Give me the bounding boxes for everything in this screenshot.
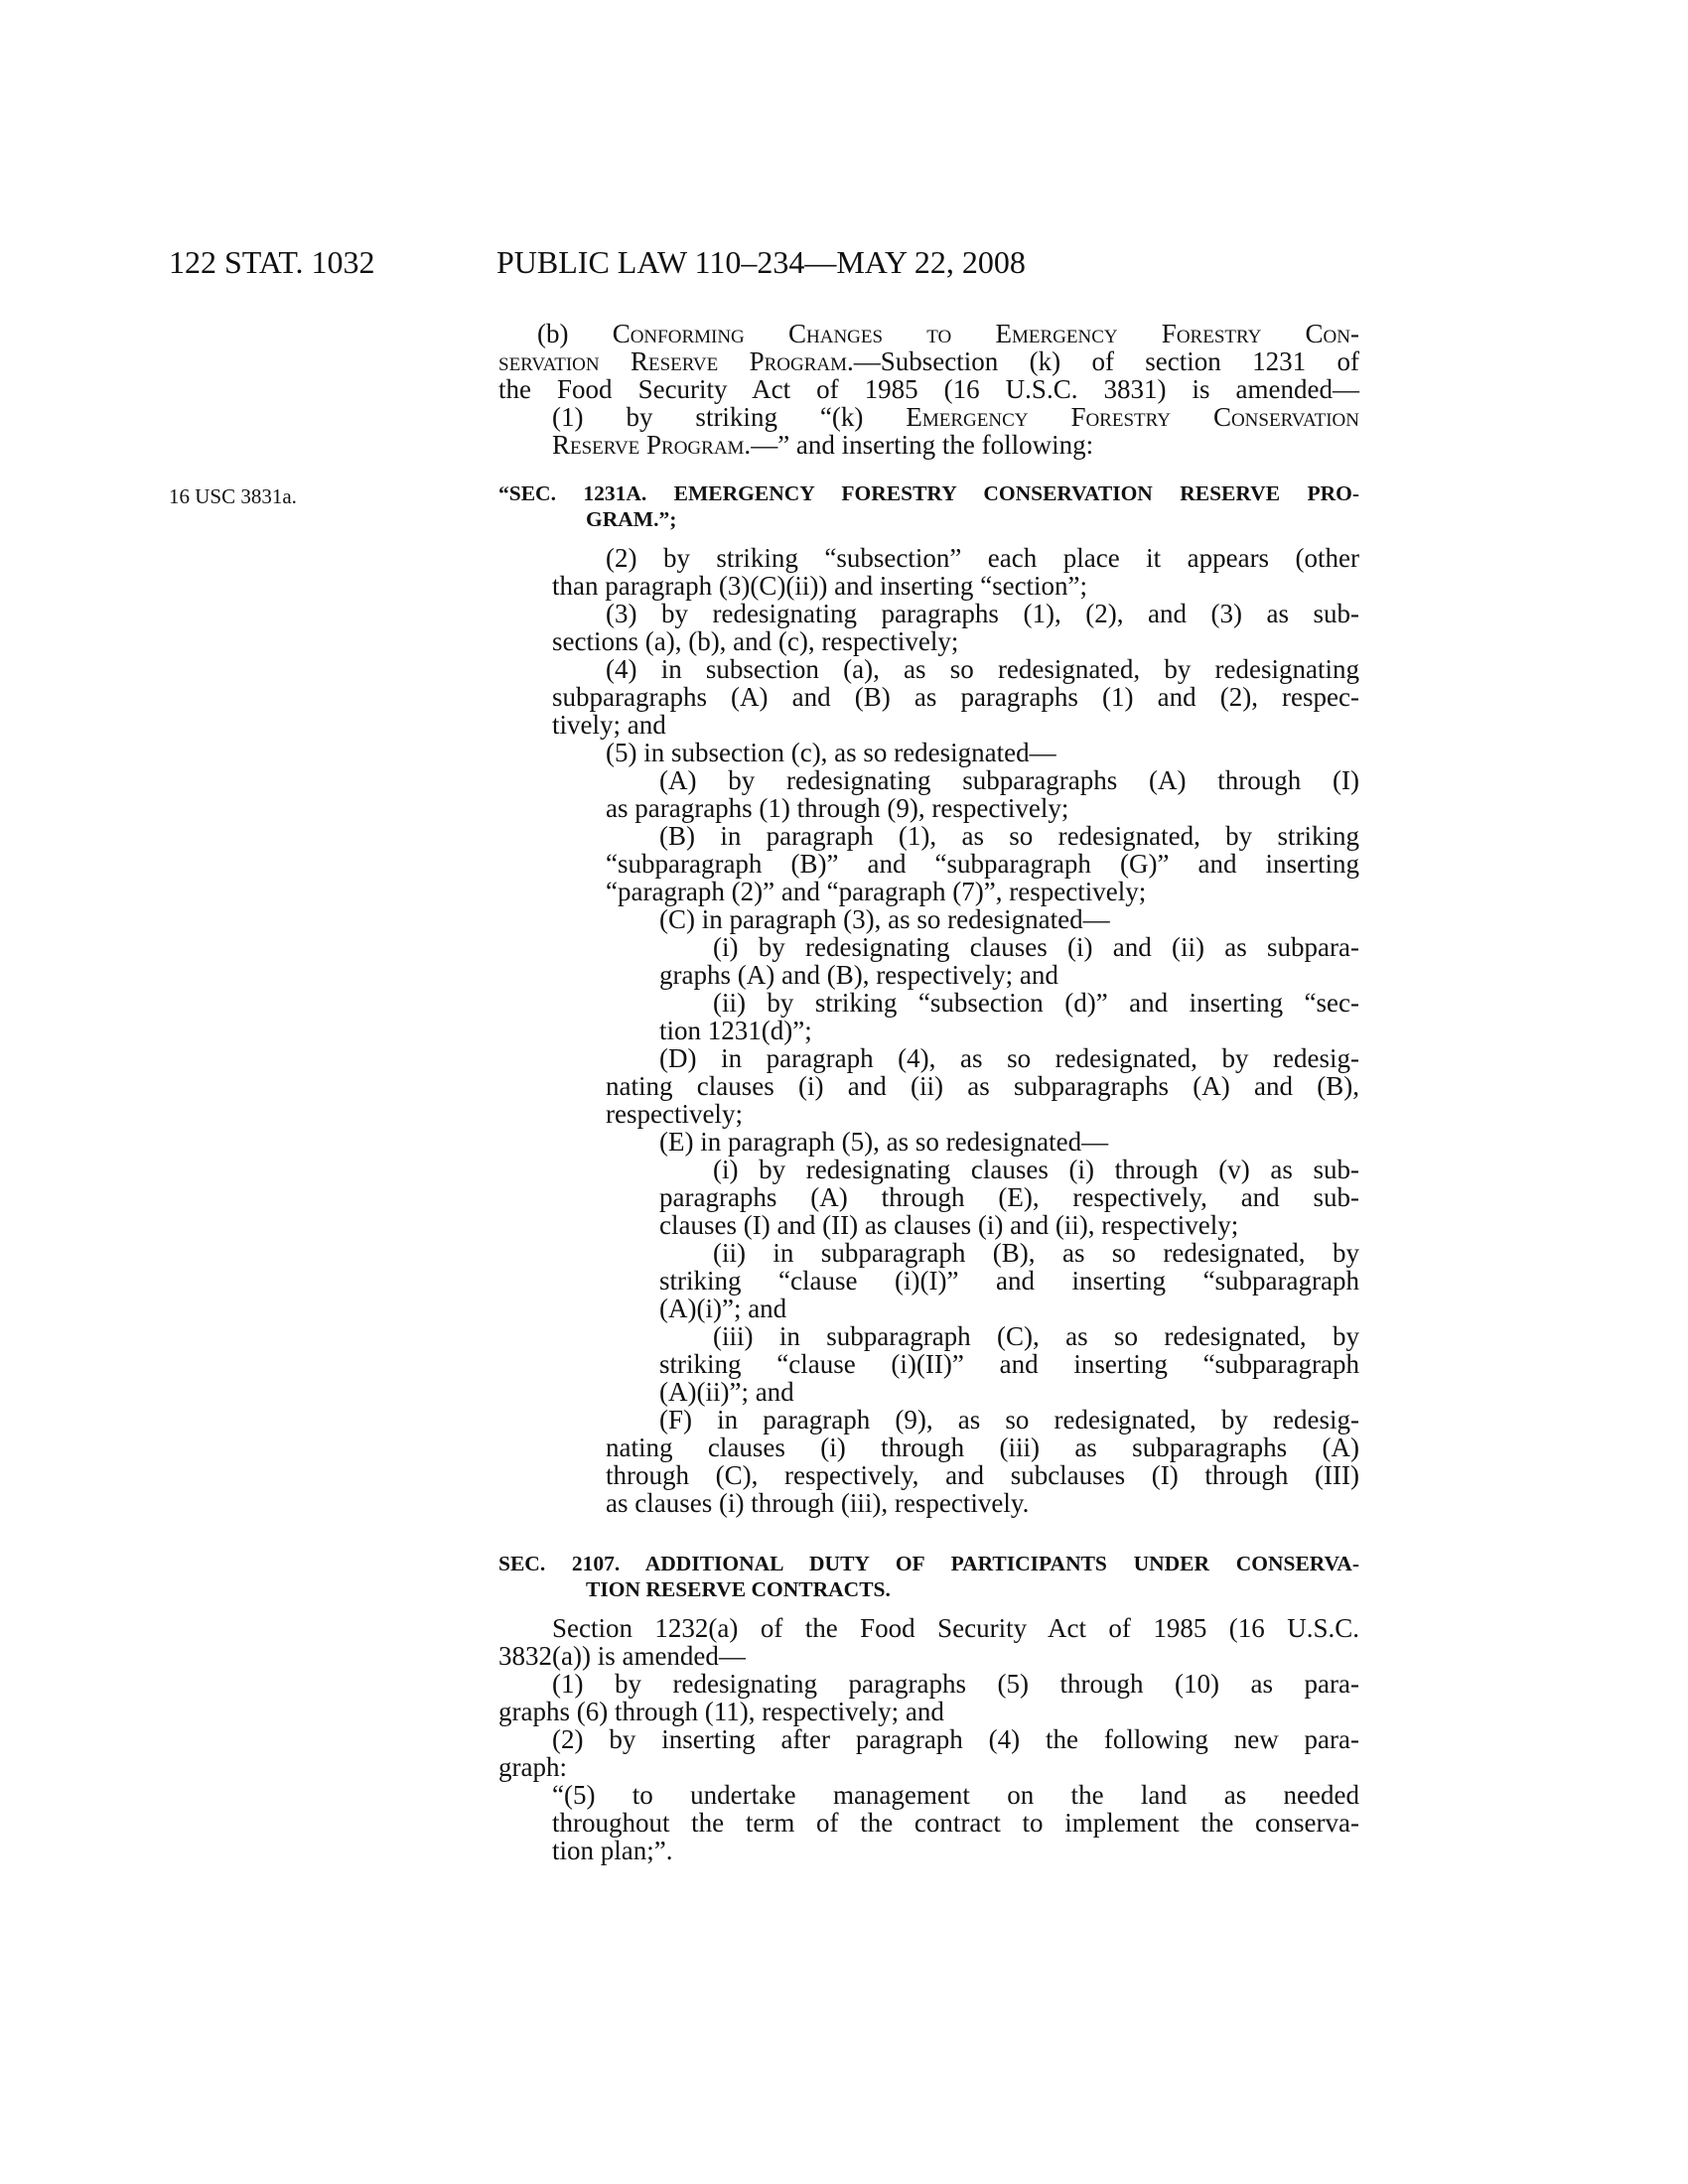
- section-heading: “SEC. 1231A. EMERGENCY FORESTRY CONSERVATION RESERVE PRO-: [498, 481, 1359, 505]
- margin-citation: 16 USC 3831a.: [169, 484, 297, 508]
- text-line: respectively;: [606, 1099, 743, 1129]
- text-line: striking “clause (i)(II)” and inserting “subparagraph: [659, 1349, 1359, 1379]
- text-line: clauses (I) and (II) as clauses (i) and (ii), respectively;: [659, 1210, 1239, 1240]
- text-line: “paragraph (2)” and “paragraph (7)”, respectively;: [606, 877, 1147, 906]
- text-line: (D) in paragraph (4), as so redesignated, by redesig-: [659, 1043, 1359, 1073]
- text-line: servation Reserve Program.—Subsection (k) of section 1231 of: [498, 346, 1359, 376]
- text-line: paragraphs (A) through (E), respectively, and sub-: [659, 1182, 1359, 1212]
- text-line: (b) Conforming Changes to Emergency Forestry Con-: [537, 319, 1359, 348]
- text-line: (iii) in subparagraph (C), as so redesignated, by: [713, 1321, 1359, 1351]
- text-line: (i) by redesignating clauses (i) and (ii) as subpara-: [713, 932, 1359, 962]
- text-line: nating clauses (i) and (ii) as subparagraphs (A) and (B),: [606, 1071, 1359, 1101]
- text-line: Section 1232(a) of the Food Security Act of 1985 (16 U.S.C.: [552, 1613, 1359, 1643]
- text-line: than paragraph (3)(C)(ii)) and inserting “section”;: [552, 571, 1088, 601]
- text-line: 3832(a)) is amended—: [498, 1641, 746, 1671]
- text-line: (ii) in subparagraph (B), as so redesignated, by: [713, 1238, 1359, 1268]
- text-line: (2) by striking “subsection” each place it appears (other: [606, 543, 1359, 573]
- text-line: (1) by striking “(k) Emergency Forestry Conservation: [552, 402, 1359, 432]
- section-heading: TION RESERVE CONTRACTS.: [586, 1577, 891, 1601]
- section-heading: SEC. 2107. ADDITIONAL DUTY OF PARTICIPANTS UNDER CONSERVA-: [498, 1552, 1359, 1575]
- text-line: as paragraphs (1) through (9), respectively;: [606, 793, 1069, 823]
- subsection-heading: Conforming Changes to Emergency Forestry Con-: [612, 319, 1359, 348]
- text-line: (A)(ii)”; and: [659, 1377, 794, 1407]
- text-line: (F) in paragraph (9), as so redesignated, by redesig-: [659, 1405, 1359, 1434]
- text-line: (1) by redesignating paragraphs (5) through (10) as para-: [552, 1669, 1359, 1699]
- subsection-heading: servation Reserve Program.: [498, 346, 854, 376]
- text-line: (B) in paragraph (1), as so redesignated, by striking: [659, 821, 1359, 851]
- text-line: sections (a), (b), and (c), respectively;: [552, 626, 959, 656]
- text-line: nating clauses (i) through (iii) as subparagraphs (A): [606, 1433, 1359, 1462]
- text-line: throughout the term of the contract to implement the conserva-: [552, 1808, 1359, 1838]
- text-line: through (C), respectively, and subclauses (I) through (III): [606, 1460, 1359, 1490]
- page-title: PUBLIC LAW 110–234—MAY 22, 2008: [496, 244, 1026, 280]
- text-line: tively; and: [552, 710, 666, 740]
- text-line: the Food Security Act of 1985 (16 U.S.C. 3831) is amended—: [498, 374, 1359, 404]
- page-reference: 122 STAT. 1032: [169, 244, 375, 280]
- text-line: graphs (6) through (11), respectively; and: [498, 1697, 944, 1726]
- text-line: (3) by redesignating paragraphs (1), (2), and (3) as sub-: [606, 599, 1359, 628]
- text-line: (5) in subsection (c), as so redesignated—: [606, 738, 1056, 767]
- text-line: (i) by redesignating clauses (i) through (v) as sub-: [713, 1155, 1359, 1184]
- text-line: (C) in paragraph (3), as so redesignated—: [659, 904, 1110, 934]
- text-line: (E) in paragraph (5), as so redesignated—: [659, 1127, 1109, 1157]
- section-heading: GRAM.”;: [586, 507, 677, 531]
- text-line: (A) by redesignating subparagraphs (A) through (I): [659, 765, 1359, 795]
- text-line: (2) by inserting after paragraph (4) the following new para-: [552, 1724, 1359, 1754]
- text-line: graph:: [498, 1752, 567, 1782]
- text-line: as clauses (i) through (iii), respectively.: [606, 1488, 1030, 1518]
- text-line: subparagraphs (A) and (B) as paragraphs (1) and (2), respec-: [552, 682, 1359, 712]
- text-line: “subparagraph (B)” and “subparagraph (G)” and inserting: [606, 849, 1359, 879]
- text-line: “(5) to undertake management on the land as needed: [552, 1780, 1359, 1810]
- text-line: tion 1231(d)”;: [659, 1016, 812, 1045]
- text-line: graphs (A) and (B), respectively; and: [659, 960, 1058, 990]
- text-line: (A)(i)”; and: [659, 1294, 787, 1323]
- text-line: tion plan;”.: [552, 1836, 673, 1865]
- text-line: striking “clause (i)(I)” and inserting “subparagraph: [659, 1266, 1359, 1296]
- text-line: (ii) by striking “subsection (d)” and inserting “sec-: [713, 988, 1359, 1018]
- text-line: (4) in subsection (a), as so redesignated, by redesignating: [606, 654, 1359, 684]
- text-line: Reserve Program.—” and inserting the following:: [552, 430, 1094, 460]
